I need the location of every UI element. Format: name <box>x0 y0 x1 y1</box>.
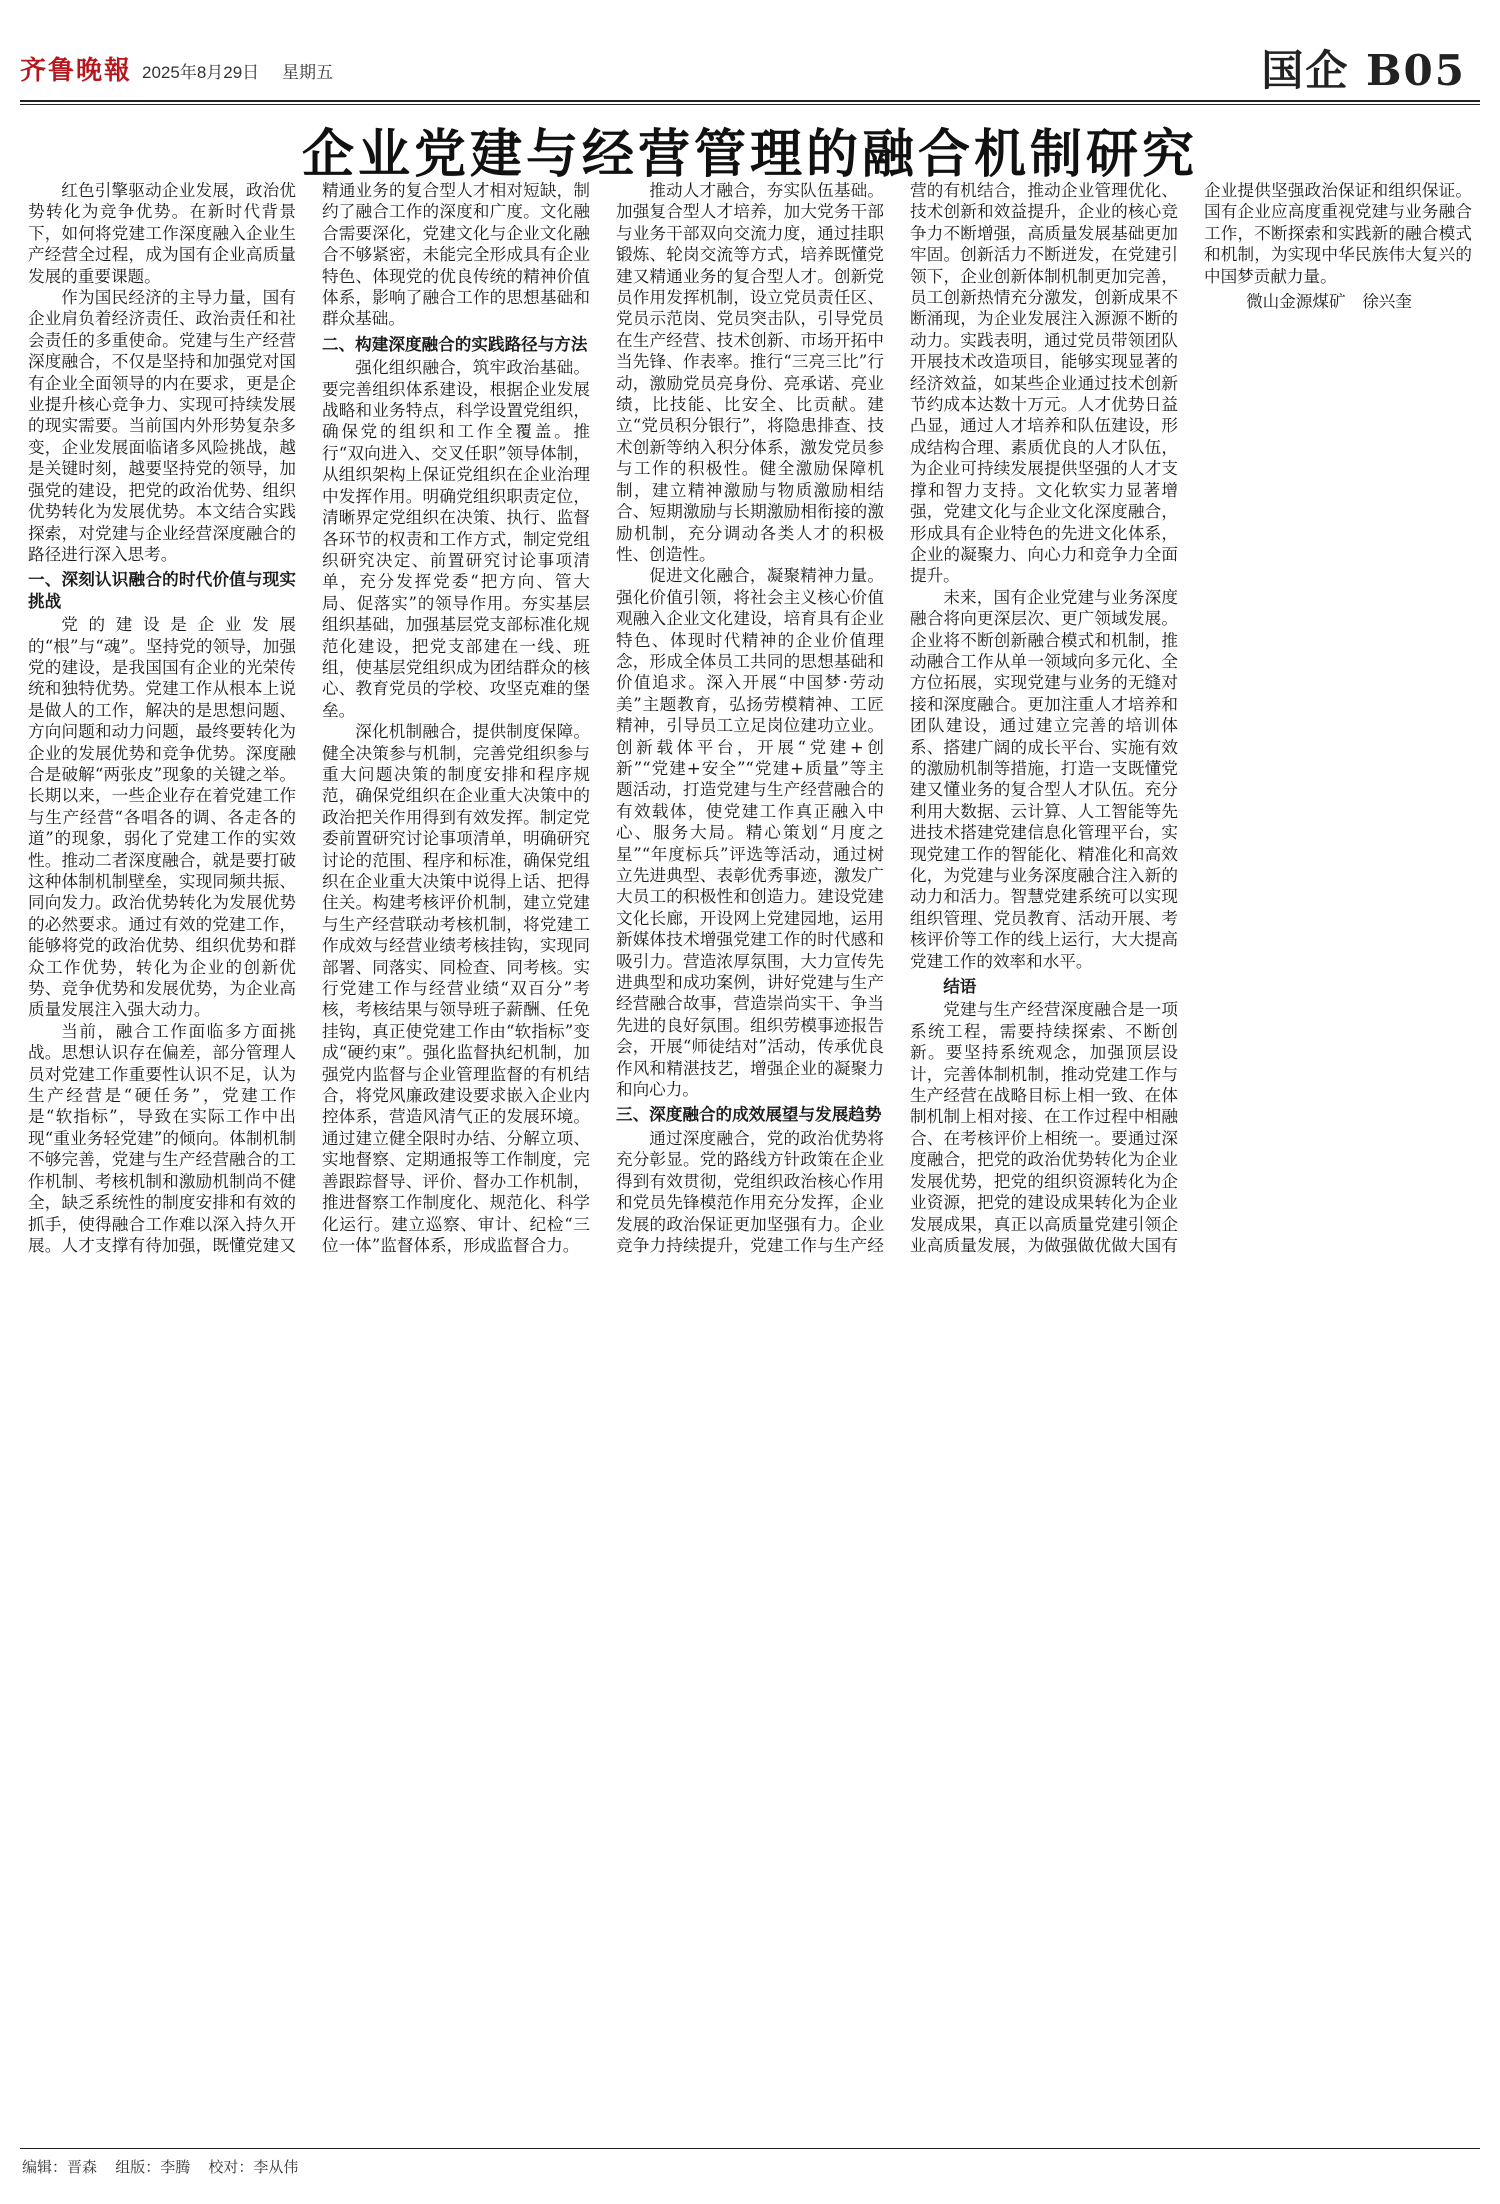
body-paragraph: 强化组织融合，筑牢政治基础。要完善组织体系建设，根据企业发展战略和业务特点，科学设置党组织，确保党的组织和工作全覆盖。推行“双向进入、交叉任职”领导体制，从组织架构上保证党组织在企业治理中发挥作用。明确党组织职责定位，清晰界定党组织在决策、执行、监督各环节的权责和工作方式，制定党组织研究决定、前置研究讨论事项清单，充分发挥党委“把方向、管大局、促落实”的领导作用。夯实基层组织基础，加强基层党支部标准化规范化建设，把党支部建在一线、班组，使基层党组织成为团结群众的核心、教育党员的学校、攻坚克难的堡垒。 <box>322 358 590 720</box>
header-divider <box>20 100 1480 102</box>
section-heading: 二、构建深度融合的实践路径与方法 <box>322 333 588 354</box>
section-page-label: 国企 B05 <box>1261 46 1466 95</box>
layout-credit: 组版：李腾 <box>115 2159 191 2176</box>
proofreader-credit: 校对：李从伟 <box>208 2159 299 2176</box>
header-divider-thin <box>20 104 1480 105</box>
publication-date: 2025年8月29日 <box>142 63 260 82</box>
editor-credit: 编辑：晋森 <box>22 2159 98 2176</box>
section-heading: 结语 <box>943 976 977 997</box>
intro-paragraph: 红色引擎驱动企业发展，政治优势转化为竞争优势。在新时代背景下，如何将党建工作深度融入企业生产经营全过程，成为国有企业高质量发展的重要课题。 <box>28 181 296 286</box>
section-heading: 三、深度融合的成效展望与发展趋势 <box>616 1104 882 1125</box>
body-paragraph: 当前，融合工作面临多方面挑战。思想认识存在偏差，部分管理人员对党建工作重要性认识不足，认为生产经营是“硬任务”，党建工作是“软指标”，导致在实际工作中出现“重业务轻党建”的倾向。体制机制不够完善，党建与生产经营融合的工作机制、考核机制和激励机制尚不健全，缺乏系统性的制度安排和有效的抓手，使得融合工作难以深入持久开展。人才支撑有待加强，既懂党建又精通业务的复合型人才相对短缺，制约了融合工作的深度和广度。文化融合需要深化，党建文化与企业文化融合不够紧密，未能完全形成具有企业特色、体现党的优良传统的精神价值体系，影响了融合工作的思想基础和群众基础。 <box>28 181 590 1255</box>
section-heading: 一、深刻认识融合的时代价值与现实挑战 <box>28 569 296 611</box>
intro-paragraph: 作为国民经济的主导力量，国有企业肩负着经济责任、政治责任和社会责任的多重使命。党建与生产经营深度融合，不仅是坚持和加强党对国有企业全面领导的内在要求，更是企业提升核心竞争力、实现可持续发展的现实需要。当前国内外形势复杂多变，企业发展面临诸多风险挑战，越是关键时刻，越要坚持党的领导，加强党的建设，把党的政治优势、组织优势转化为发展优势。本文结合实践探索，对党建与企业经营深度融合的路径进行深入思考。 <box>28 288 296 564</box>
author-byline: 微山金源煤矿 徐兴奎 <box>1246 292 1412 312</box>
body-paragraph: 党的建设是企业发展的“根”与“魂”。坚持党的领导，加强党的建设，是我国国有企业的光荣传统和独特优势。党建工作从根本上说是做人的工作，解决的是思想问题、方向问题和动力问题，最终要转化为企业的发展优势和竞争优势。深度融合是破解“两张皮”现象的关键之举。长期以来，一些企业存在着党建工作与生产经营“各唱各的调、各走各的道”的现象，弱化了党建工作的实效性。推动二者深度融合，就是要打破这种体制机制壁垒，实现同频共振、同向发力。政治优势转化为发展优势的必然要求。通过有效的党建工作，能够将党的政治优势、组织优势和群众工作优势，转化为企业的创新优势、竞争优势和发展优势，为企业高质量发展注入强大动力。 <box>28 615 296 1020</box>
footer-divider <box>20 2148 1480 2149</box>
masthead <box>20 38 1480 98</box>
body-paragraph: 未来，国有企业党建与业务深度融合将向更深层次、更广领域发展。企业将不断创新融合模式和机制，推动融合工作从单一领域向多元化、全方位拓展，实现党建与业务的无缝对接和深度融合。更加注重人才培养和团队建设，通过建立完善的培训体系、搭建广阔的成长平台、实施有效的激励机制等措施，打造一支既懂党建又懂业务的复合型人才队伍。充分利用大数据、云计算、人工智能等先进技术搭建党建信息化管理平台，实现党建工作的智能化、精准化和高效化，为党建与业务深度融合注入新的动力和活力。智慧党建系统可以实现组织管理、党员教育、活动开展、考核评价等工作的线上运行，大大提高党建工作的效率和水平。 <box>910 587 1178 971</box>
body-paragraph: 深化机制融合，提供制度保障。健全决策参与机制，完善党组织参与重大问题决策的制度安排和程序规范，确保党组织在企业重大决策中的政治把关作用得到有效发挥。制定党委前置研究讨论事项清单，明确研究讨论的范围、程序和标准，确保党组织在企业重大决策中说得上话、把得住关。构建考核评价机制，建立党建与生产经营联动考核机制，将党建工作成效与经营业绩考核挂钩，实现同部署、同落实、同检查、同考核。实行党建工作与经营业绩“双百分”考核，考核结果与领导班子薪酬、任免挂钩，真正使党建工作由“软指标”变成“硬约束”。强化监督执纪机制，加强党内监督与企业管理监督的有机结合，将党风廉政建设要求嵌入企业内控体系，营造风清气正的发展环境。通过建立健全限时办结、分解立项、实地督察、定期通报等工作制度，完善跟踪督导、评价、督办工作机制，推进督察工作制度化、规范化、科学化运行。建立巡察、审计、纪检“三位一体”监督体系，形成监督合力。 <box>322 722 590 1255</box>
body-paragraph: 通过深度融合，党的政治优势将充分彰显。党的路线方针政策在企业得到有效贯彻，党组织政治核心作用和党员先锋模范作用充分发挥，企业发展的政治保证更加坚强有力。企业竞争力持续提升，党建工作与生产经营的有机结合，推动企业管理优化、技术创新和效益提升，企业的核心竞争力不断增强，高质量发展基础更加牢固。创新活力不断迸发，在党建引领下，企业创新体制机制更加完善，员工创新热情充分激发，创新成果不断涌现，为企业发展注入源源不断的动力。实践表明，通过党员带领团队开展技术改造项目，能够实现显著的经济效益，如某些企业通过技术创新节约成本达数十万元。人才优势日益凸显，通过人才培养和队伍建设，形成结构合理、素质优良的人才队伍，为企业可持续发展提供坚强的人才支撑和智力支持。文化软实力显著增强，党建文化与企业文化深度融合，形成具有企业特色的先进文化体系，企业的凝聚力、向心力和竞争力全面提升。 <box>616 181 1178 1255</box>
article-body <box>28 180 1472 1270</box>
body-paragraph: 促进文化融合，凝聚精神力量。强化价值引领，将社会主义核心价值观融入企业文化建设，培育具有企业特色、体现时代精神的企业价值理念，形成全体员工共同的思想基础和价值追求。深入开展“中国梦·劳动美”主题教育，弘扬劳模精神、工匠精神，引导员工立足岗位建功立业。创新载体平台，开展“党建+创新”“党建+安全”“党建+质量”等主题活动，打造党建与生产经营融合的有效载体，使党建工作真正融入中心、服务大局。精心策划“月度之星”“年度标兵”评选等活动，通过树立先进典型、表彰优秀事迹，激发广大员工的积极性和创造力。建设党建文化长廊，开设网上党建园地，运用新媒体技术增强党建工作的时代感和吸引力。营造浓厚氛围，大力宣传先进典型和成功案例，讲好党建与生产经营融合故事，营造崇尚实干、争当先进的良好氛围。组织劳模事迹报告会，开展“师徒结对”活动，传承优良作风和精湛技艺，增强企业的凝聚力和向心力。 <box>616 566 884 1100</box>
publication-weekday: 星期五 <box>282 63 333 82</box>
body-paragraph: 推动人才融合，夯实队伍基础。加强复合型人才培养，加大党务干部与业务干部双向交流力度，通过挂职锻炼、轮岗交流等方式，培养既懂党建又精通业务的复合型人才。创新党员作用发挥机制，设立党员责任区、党员示范岗、党员突击队，引导党员在生产经营、技术创新、市场开拓中当先锋、作表率。推行“三亮三比”行动，激励党员亮身份、亮承诺、亮业绩，比技能、比安全、比贡献。建立“党员积分银行”，将隐患排查、技术创新等纳入积分体系，激发党员参与工作的积极性。健全激励保障机制，建立精神激励与物质激励相结合、短期激励与长期激励相衔接的激励机制，充分调动各类人才的积极性、创造性。 <box>616 181 884 564</box>
page-footer <box>22 2156 312 2177</box>
article-title: 企业党建与经营管理的融合机制研究 <box>301 124 1198 185</box>
newspaper-logo: 齐鲁晚報 <box>20 56 133 86</box>
body-paragraph: 党建与生产经营深度融合是一项系统工程，需要持续探索、不断创新。要坚持系统观念，加强顶层设计，完善体制机制，推动党建工作与生产经营在战略目标上相一致、在体制机制上相对接、在工作过程中相融合、在考核评价上相统一。要通过深度融合，把党的政治优势转化为企业发展优势，把党的组织资源转化为企业资源，把党的建设成果转化为企业发展成果，真正以高质量党建引领企业高质量发展，为做强做优做大国有企业提供坚强政治保证和组织保证。国有企业应高度重视党建与业务融合工作，不断探索和实践新的融合模式和机制，为实现中华民族伟大复兴的中国梦贡献力量。 <box>910 181 1472 1255</box>
